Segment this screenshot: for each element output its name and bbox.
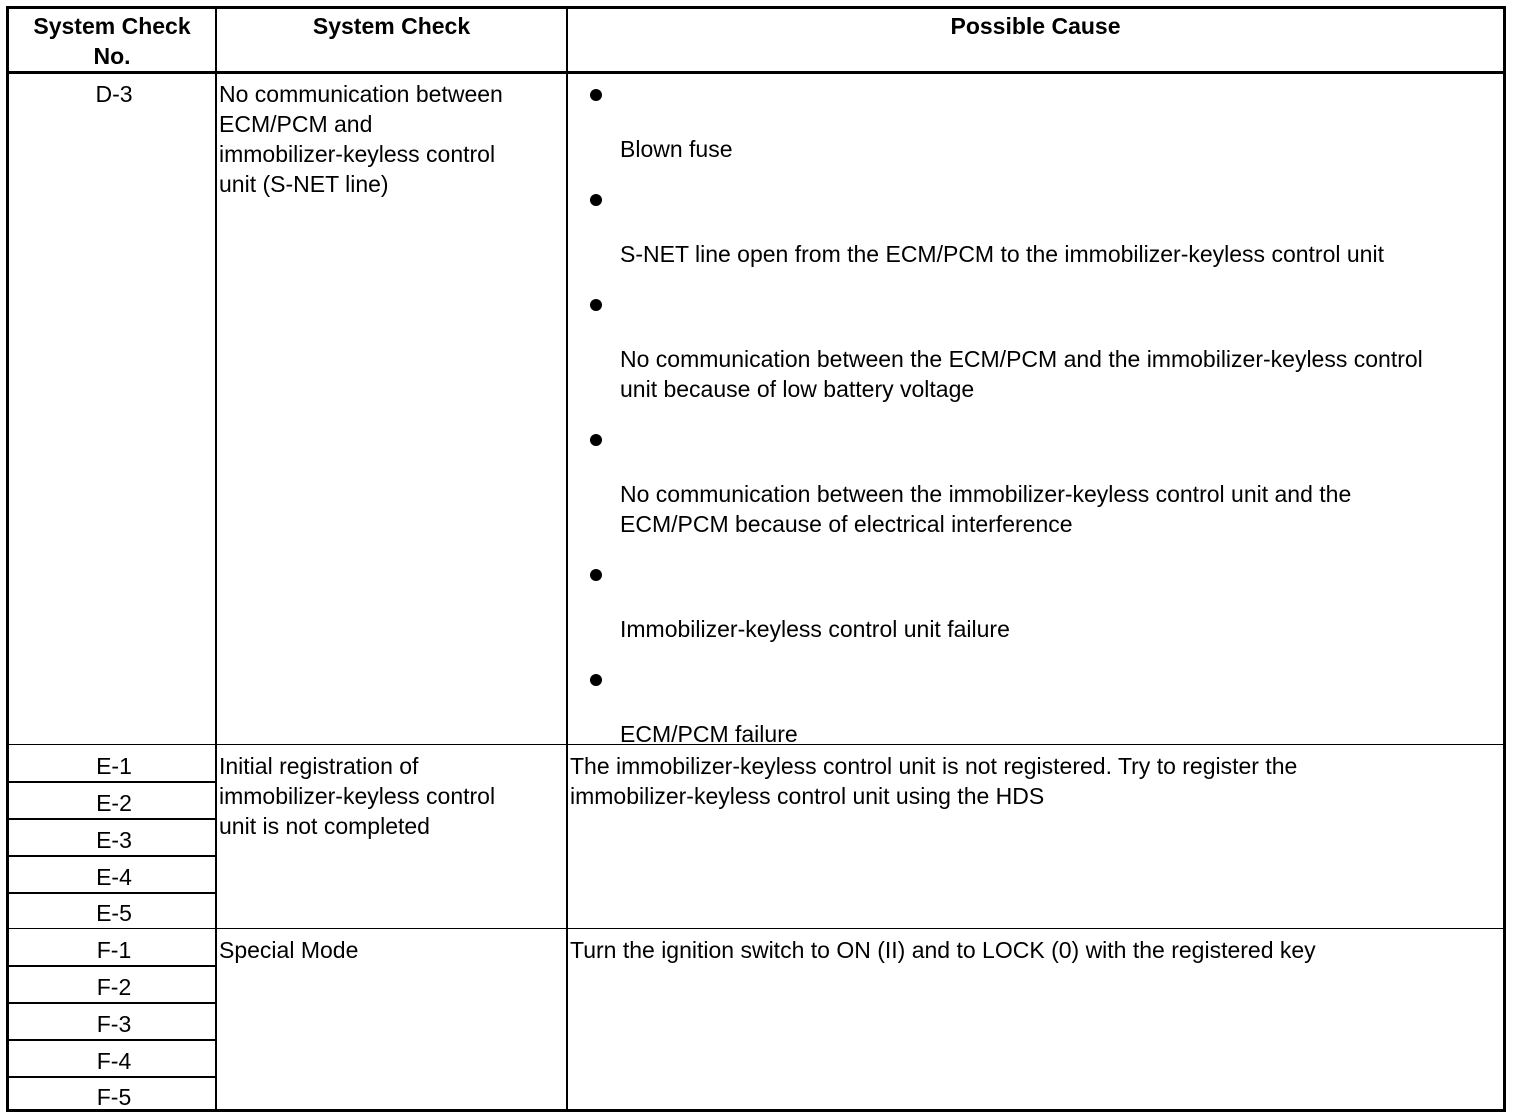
cause-item — [620, 344, 1423, 404]
code-divider — [9, 818, 215, 820]
bullet-icon — [590, 434, 602, 446]
code-f1: F-1 — [96, 937, 132, 963]
column-divider-2 — [566, 9, 568, 1109]
text-line: ECM/PCM and — [219, 111, 373, 137]
text-line: The immobilizer-keyless control unit is not registered. Try to register the — [570, 753, 1298, 779]
text-line: unit is not completed — [219, 813, 430, 839]
bullet-icon — [590, 194, 602, 206]
text-line: ECM/PCM because of electrical interference — [620, 511, 1073, 537]
text-line: unit (S-NET line) — [219, 171, 389, 197]
code-f3: F-3 — [96, 1011, 132, 1037]
cause-item — [620, 479, 1351, 539]
header-possible-cause: Possible Cause — [950, 13, 1121, 39]
cause-e — [570, 751, 1297, 811]
header-system-check-no — [9, 11, 215, 71]
header-line: System Check — [33, 13, 191, 39]
diagnostic-table — [6, 6, 1506, 1112]
code-divider — [9, 1039, 215, 1041]
text-line: No communication between the ECM/PCM and the immobilizer-keyless control — [620, 346, 1423, 372]
header-divider — [9, 71, 1503, 74]
cause-f: Turn the ignition switch to ON (II) and to LOCK (0) with the registered key — [570, 937, 1316, 963]
text-line: immobilizer-keyless control unit using the HDS — [570, 783, 1045, 809]
code-divider — [9, 1076, 215, 1078]
text-line: No communication between the immobilizer-keyless control unit and the — [620, 481, 1352, 507]
code-divider — [9, 781, 215, 783]
bullet-icon — [590, 569, 602, 581]
bullet-icon — [590, 299, 602, 311]
text-line: immobilizer-keyless control — [219, 141, 496, 167]
text-line: Initial registration of — [219, 753, 419, 779]
code-f2: F-2 — [96, 974, 132, 1000]
text-line: immobilizer-keyless control — [219, 783, 496, 809]
header-system-check: System Check — [312, 13, 471, 39]
system-check-f: Special Mode — [219, 937, 359, 963]
code-divider — [9, 855, 215, 857]
code-divider — [9, 1002, 215, 1004]
system-check-d3 — [219, 79, 503, 199]
code-d3: D-3 — [95, 81, 133, 107]
cause-item: ECM/PCM failure — [620, 721, 798, 747]
cause-item: S-NET line open from the ECM/PCM to the immobilizer-keyless control unit — [620, 241, 1384, 267]
cause-item: Blown fuse — [620, 136, 733, 162]
header-line: No. — [93, 43, 131, 69]
code-divider — [9, 965, 215, 967]
code-f4: F-4 — [96, 1048, 132, 1074]
cause-item: Immobilizer-keyless control unit failure — [620, 616, 1010, 642]
bullet-icon — [590, 674, 602, 686]
code-divider — [9, 892, 215, 894]
system-check-e — [219, 751, 495, 841]
code-f5: F-5 — [96, 1084, 132, 1110]
code-e2: E-2 — [96, 790, 132, 816]
text-line: No communication between — [219, 81, 503, 107]
code-e4: E-4 — [96, 864, 132, 890]
code-e1: E-1 — [96, 753, 132, 779]
bullet-icon — [590, 89, 602, 101]
code-e5: E-5 — [96, 900, 132, 926]
text-line: unit because of low battery voltage — [620, 376, 975, 402]
code-e3: E-3 — [96, 827, 132, 853]
row-divider-e — [9, 928, 1503, 929]
